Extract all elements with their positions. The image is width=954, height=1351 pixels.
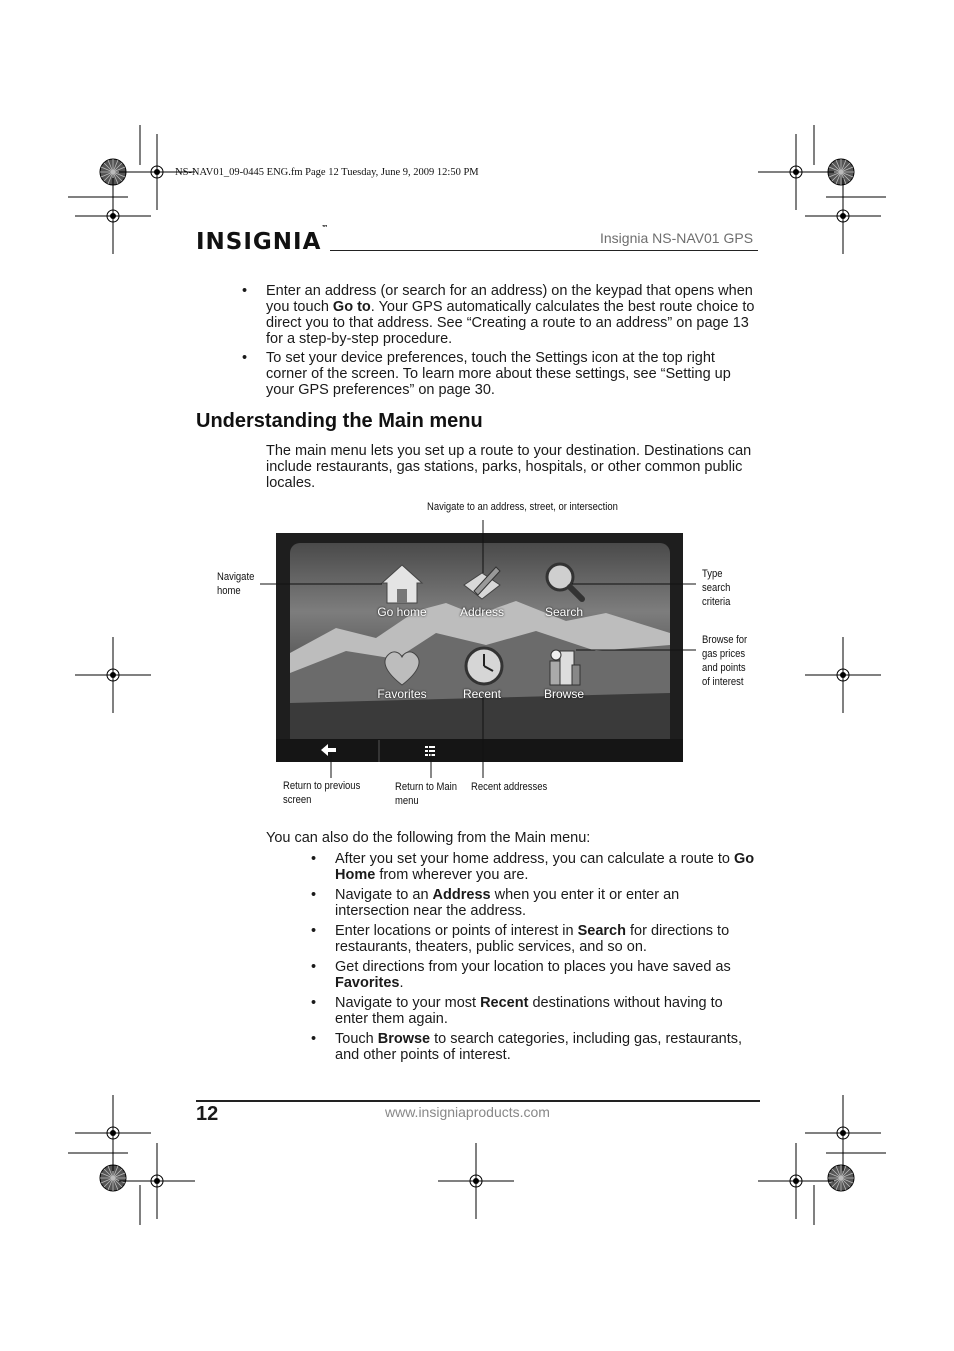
callout-line: Return to previous: [283, 780, 361, 792]
callout-line: menu: [395, 795, 419, 807]
callout-address: Navigate to an address, street, or intersection: [427, 501, 618, 513]
item-text: . Your GPS automatically calculates the best route choice to direct you to that address. See “Creating a route to an address” on page 13 for a step-by-step procedure.: [266, 299, 755, 347]
item-text: to search categories, including gas, restaurants, and other points of interest.: [335, 1031, 743, 1063]
list-item: [311, 887, 757, 919]
recent-label: Recent: [462, 687, 502, 701]
item-text: Get directions from your location to places you have saved as: [335, 959, 731, 975]
callout-line: Navigate: [217, 571, 255, 583]
item-text: .: [399, 975, 404, 991]
callout-back: [283, 779, 360, 807]
callout-line: criteria: [702, 596, 731, 608]
item-text: Enter locations or points of interest in: [335, 923, 578, 939]
callout-line: search: [702, 582, 731, 594]
item-bold: Favorites: [335, 975, 400, 991]
item-bold: Address: [432, 887, 491, 903]
callout-line: and points: [702, 662, 746, 674]
main-menu-options-list: [311, 851, 757, 1067]
item-text: To set your device preferences, touch the Settings icon at the top right corner of the screen. To learn more about these settings, see “Setting up your GPS preferences” on page 30.: [266, 350, 731, 398]
item-text: Enter an address (or search for an address) on the keypad that opens when you touch: [266, 283, 753, 315]
browse-label: Browse: [543, 687, 584, 701]
logo-trademark: ™: [321, 224, 330, 233]
list-item: [311, 851, 757, 883]
intro-paragraph: The main menu lets you set up a route to your destination. Destinations can include restaurants, gas stations, parks, hospitals, or other common public locales.: [266, 443, 752, 491]
item-text: Touch: [335, 1031, 378, 1047]
search-label: Search: [544, 605, 584, 619]
callout-search: [702, 567, 730, 609]
callout-line: Browse for: [702, 634, 748, 646]
bullet: •: [311, 887, 317, 903]
item-bold: Recent: [480, 995, 529, 1011]
item-text: Navigate to your most: [335, 995, 481, 1011]
running-title: Insignia NS-NAV01 GPS: [600, 230, 754, 246]
bullet: •: [242, 283, 248, 299]
favorites-label: Favorites: [377, 687, 427, 701]
item-text: for directions to restaurants, theaters, public services, and so on.: [335, 923, 730, 955]
footer-rule: [196, 1100, 760, 1102]
item-text: when you enter it or enter an intersection near the address.: [335, 887, 680, 919]
bullet: •: [311, 959, 317, 975]
callout-home: [217, 570, 254, 598]
page-number: 12: [196, 1103, 219, 1125]
list-item: [311, 995, 757, 1027]
item-text: destinations without having to enter them again.: [335, 995, 723, 1027]
item-text: Navigate to an: [335, 887, 433, 903]
item-text: After you set your home address, you can calculate a route to: [335, 851, 734, 867]
bullet: •: [311, 1031, 317, 1047]
callout-browse: [702, 633, 747, 689]
go-home-label: Go home: [377, 605, 427, 619]
callout-line: Type: [702, 568, 723, 580]
address-label: Address: [459, 605, 505, 619]
list-item: [311, 923, 757, 955]
section-title: Understanding the Main menu: [196, 410, 483, 432]
callout-main-menu: [395, 780, 457, 808]
logo-text: INSIGNIA: [196, 229, 322, 255]
item-bold: Go to: [332, 299, 371, 315]
bullet: •: [311, 923, 317, 939]
item-bold: Go Home: [335, 851, 755, 883]
callout-line: screen: [283, 794, 312, 806]
callout-line: home: [217, 585, 241, 597]
bullet: •: [311, 851, 317, 867]
callout-line: of interest: [702, 676, 744, 688]
callout-recent: Recent addresses: [471, 781, 548, 793]
bullet: •: [311, 995, 317, 1011]
item-bold: Search: [577, 923, 626, 939]
list-item: [311, 959, 757, 991]
item-bold: Browse: [377, 1031, 431, 1047]
print-slug: NS-NAV01_09-0445 ENG.fm Page 12 Tuesday, June 9, 2009 12:50 PM: [175, 167, 479, 178]
footer-url: www.insigniaproducts.com: [385, 1104, 550, 1120]
callout-line: Return to Main: [395, 781, 458, 793]
also-paragraph: You can also do the following from the Main menu:: [266, 830, 591, 846]
bullet: •: [242, 350, 248, 366]
callout-line: gas prices: [702, 648, 746, 660]
item-text: from wherever you are.: [375, 867, 529, 883]
list-item: [311, 1031, 757, 1063]
